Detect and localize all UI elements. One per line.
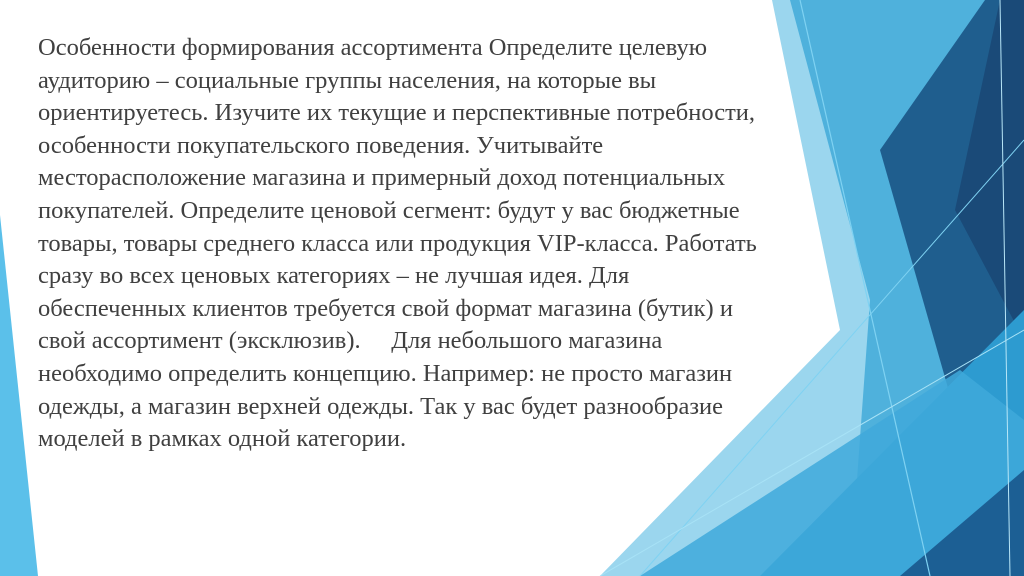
decor-left-triangle — [0, 215, 38, 576]
body-text-line: покупателей. Определите ценовой сегмент: будут у вас бюджетные — [38, 196, 740, 224]
body-text-line: Особенности формирования ассортимента Определите целевую — [38, 34, 708, 61]
body-text-line: ориентируетесь. Изучите их текущие и перспективные потребности, — [38, 99, 756, 127]
body-text-line: одежды, а магазин верхней одежды. Так у вас будет разнообразие — [38, 392, 723, 420]
slide-body-text — [38, 32, 918, 456]
body-text-line: свой ассортимент (эксклюзив). Для небольшого магазина — [38, 327, 663, 355]
body-text-line: особенности покупательского поведения. Учитывайте — [38, 131, 604, 159]
body-text-line: месторасположение магазина и примерный доход потенциальных — [38, 164, 726, 192]
body-text-line: аудиторию – социальные группы населения, на которые вы — [38, 66, 657, 94]
body-text-line: сразу во всех ценовых категориях – не лучшая идея. Для — [38, 262, 630, 290]
body-text-line: необходимо определить концепцию. Например: не просто магазин — [38, 359, 733, 387]
body-text-line: моделей в рамках одной категории. — [38, 425, 407, 453]
body-text-line: товары, товары среднего класса или продукция VIP-класса. Работать — [38, 229, 757, 257]
body-text-line: обеспеченных клиентов требуется свой формат магазина (бутик) и — [38, 294, 733, 322]
